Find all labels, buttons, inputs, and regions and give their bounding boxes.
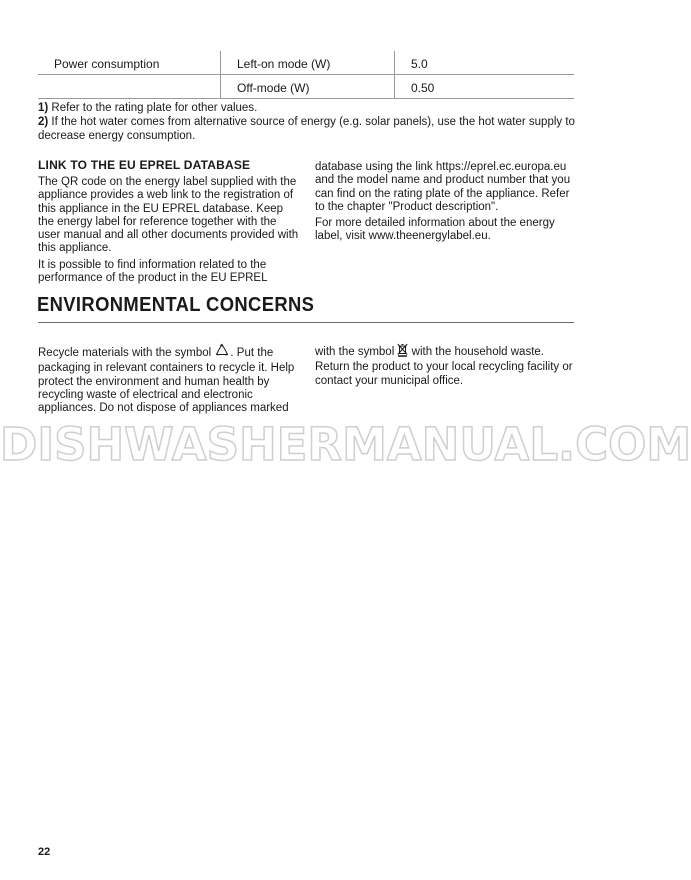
env-text: with the household waste. Return the product to your local recycling facility or contact your municipal office.: [315, 346, 573, 387]
env-text: with the symbol: [315, 346, 398, 358]
environment-paragraph: [315, 343, 577, 388]
env-text: . Put the packaging in relevant containers to recycle it. Help protect the environment and human health by recycling waste of electrical and electronic appliances. Do not dispose of appliances marked: [38, 347, 295, 415]
eprel-left-column: [38, 176, 300, 288]
crossed-bin-icon: [397, 343, 408, 361]
environment-paragraph: [38, 343, 300, 415]
eprel-paragraph: For more detailed information about the energy label, visit www.theenergylabel.eu.: [315, 217, 555, 243]
mode-value: 0.50: [411, 81, 435, 95]
env-text: Recycle materials with the symbol: [38, 347, 215, 359]
footnotes: [38, 101, 578, 143]
environment-left-column: [38, 343, 300, 418]
eprel-right-column: [315, 161, 577, 247]
footnote-text: Refer to the rating plate for other values.: [48, 102, 258, 114]
eprel-heading: LINK TO THE EU EPREL DATABASE: [38, 158, 251, 172]
environment-right-column: [315, 343, 577, 391]
mode-label: Off-mode (W): [237, 81, 310, 95]
footnote: [38, 101, 578, 115]
watermark: DISHWASHERMANUAL.COM: [0, 418, 691, 471]
mode-value: 5.0: [411, 57, 428, 71]
mode-label: Left-on mode (W): [237, 57, 331, 71]
eprel-paragraph: database using the link https://eprel.ec.europa.eu and the model name and product number that you can find on the rating plate of the appliance. Refer to the chapter "Product description".: [315, 161, 571, 213]
footnote-marker: 1): [38, 102, 49, 114]
table-row: [38, 51, 574, 75]
eprel-paragraph: It is possible to find information related to the performance of the product in the EU EPREL: [38, 258, 268, 285]
footnote-marker: 2): [38, 116, 49, 128]
recycle-icon: [214, 343, 230, 362]
page-number: 22: [38, 846, 51, 858]
footnote-text: If the hot water comes from alternative source of energy (e.g. solar panels), use the hot water supply to decrease energy consumption.: [38, 116, 575, 142]
power-consumption-table: [38, 51, 574, 99]
eprel-paragraph: The QR code on the energy label supplied with the appliance provides a web link to the registration of this appliance in the EU EPREL database. Keep the energy label for reference together with the user manual and all other documents provided with this appliance.: [38, 176, 299, 255]
parameter-label: Power consumption: [54, 57, 160, 71]
heading-divider: [38, 322, 574, 323]
section-heading: ENVIRONMENTAL CONCERNS: [37, 294, 315, 316]
table-row: [38, 75, 574, 99]
footnote: [38, 115, 578, 143]
